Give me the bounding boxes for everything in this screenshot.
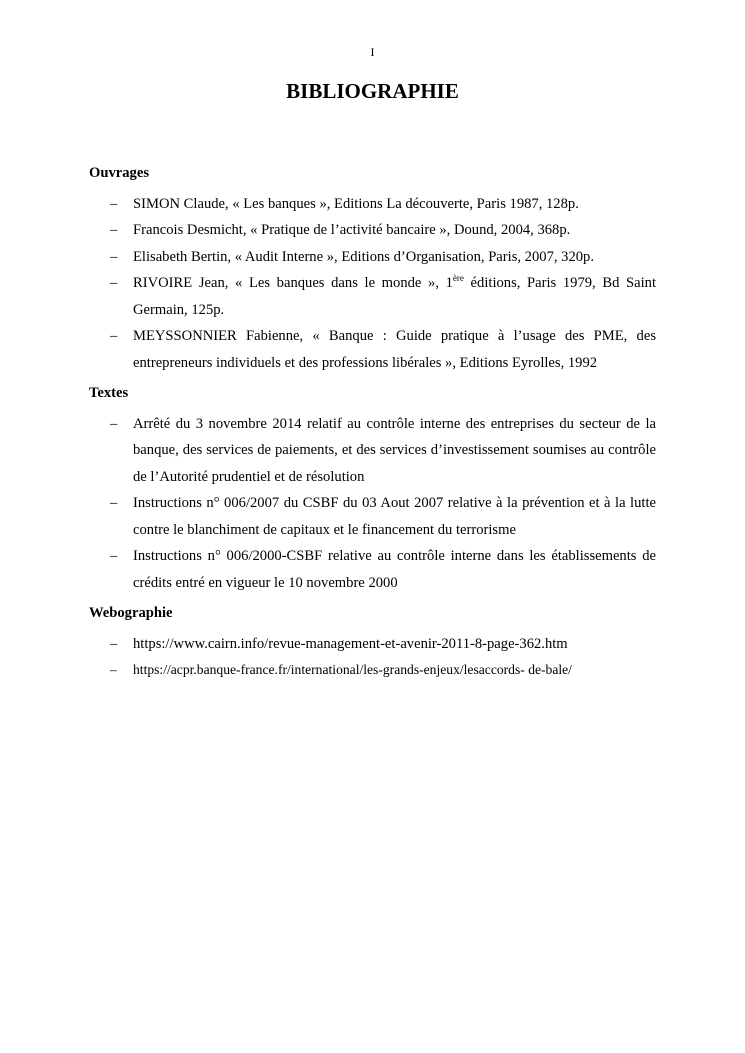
reference-text: SIMON Claude, « Les banques », Editions La découverte, Paris 1987, 128p. [133,195,579,212]
dash-bullet: – [110,662,117,677]
reference-text: Francois Desmicht, « Pratique de l’activité bancaire », Dound, 2004, 368p. [133,222,571,238]
textes-list [89,411,656,597]
ouvrages-list [89,191,656,377]
reference-text: Elisabeth Bertin, « Audit Interne », Editions d’Organisation, Paris, 2007, 320p. [133,248,594,265]
dash-bullet: – [110,195,118,212]
dash-bullet: – [110,248,118,265]
dash-bullet: – [110,548,118,564]
list-item [89,217,656,244]
list-item [89,631,656,658]
reference-text: Arrêté du 3 novembre 2014 relatif au contrôle interne des entreprises du secteur de la banque, des services de paiements, et des services d’investissement soumises au contrôle de l’Autorité prudentiel et de résolution [133,415,656,485]
section-heading-ouvrages: Ouvrages [89,165,149,181]
dash-bullet: – [110,495,118,511]
dash-bullet: – [110,415,118,432]
dash-bullet: – [110,275,118,291]
list-item [89,543,656,596]
bibliography-content [89,160,656,688]
dash-bullet: – [110,635,118,652]
list-item [89,270,656,323]
list-item [89,323,656,376]
section-heading-webographie: Webographie [89,605,173,621]
web-link[interactable]: https://www.cairn.info/revue-management-et-avenir-2011-8-page-362.htm [133,635,568,652]
page-title: BIBLIOGRAPHIE [286,79,459,103]
reference-text: Instructions n° 006/2007 du CSBF du 03 Aout 2007 relative à la prévention et à la lutte contre le blanchiment de capitaux et le financement du terrorisme [133,495,656,538]
list-item [89,490,656,543]
web-link[interactable]: https://acpr.banque-france.fr/international/les-grands-enjeux/lesaccords- de-bale/ [133,662,572,677]
section-heading-textes: Textes [89,385,129,401]
reference-text: Instructions n° 006/2000-CSBF relative au contrôle interne dans les établissements de crédits entré en vigueur le 10 novembre 2000 [133,548,656,591]
reference-text-start: RIVOIRE Jean, « Les banques dans le monde », 1 [133,275,453,291]
list-item [89,191,656,218]
superscript-ere: ère [452,273,464,284]
reference-text-end: éditions, Paris 1979, Bd Saint Germain, 125p. [133,275,657,318]
reference-text: MEYSSONNIER Fabienne, « Banque : Guide pratique à l’usage des PME, des entrepreneurs individuels et des professions libérales », Editions Eyrolles, 1992 [133,328,656,371]
dash-bullet: – [110,222,118,238]
page-number: I [370,45,375,59]
list-item [89,657,656,684]
dash-bullet: – [110,328,118,344]
list-item [89,411,656,491]
webographie-list [89,631,656,684]
list-item [89,244,656,271]
